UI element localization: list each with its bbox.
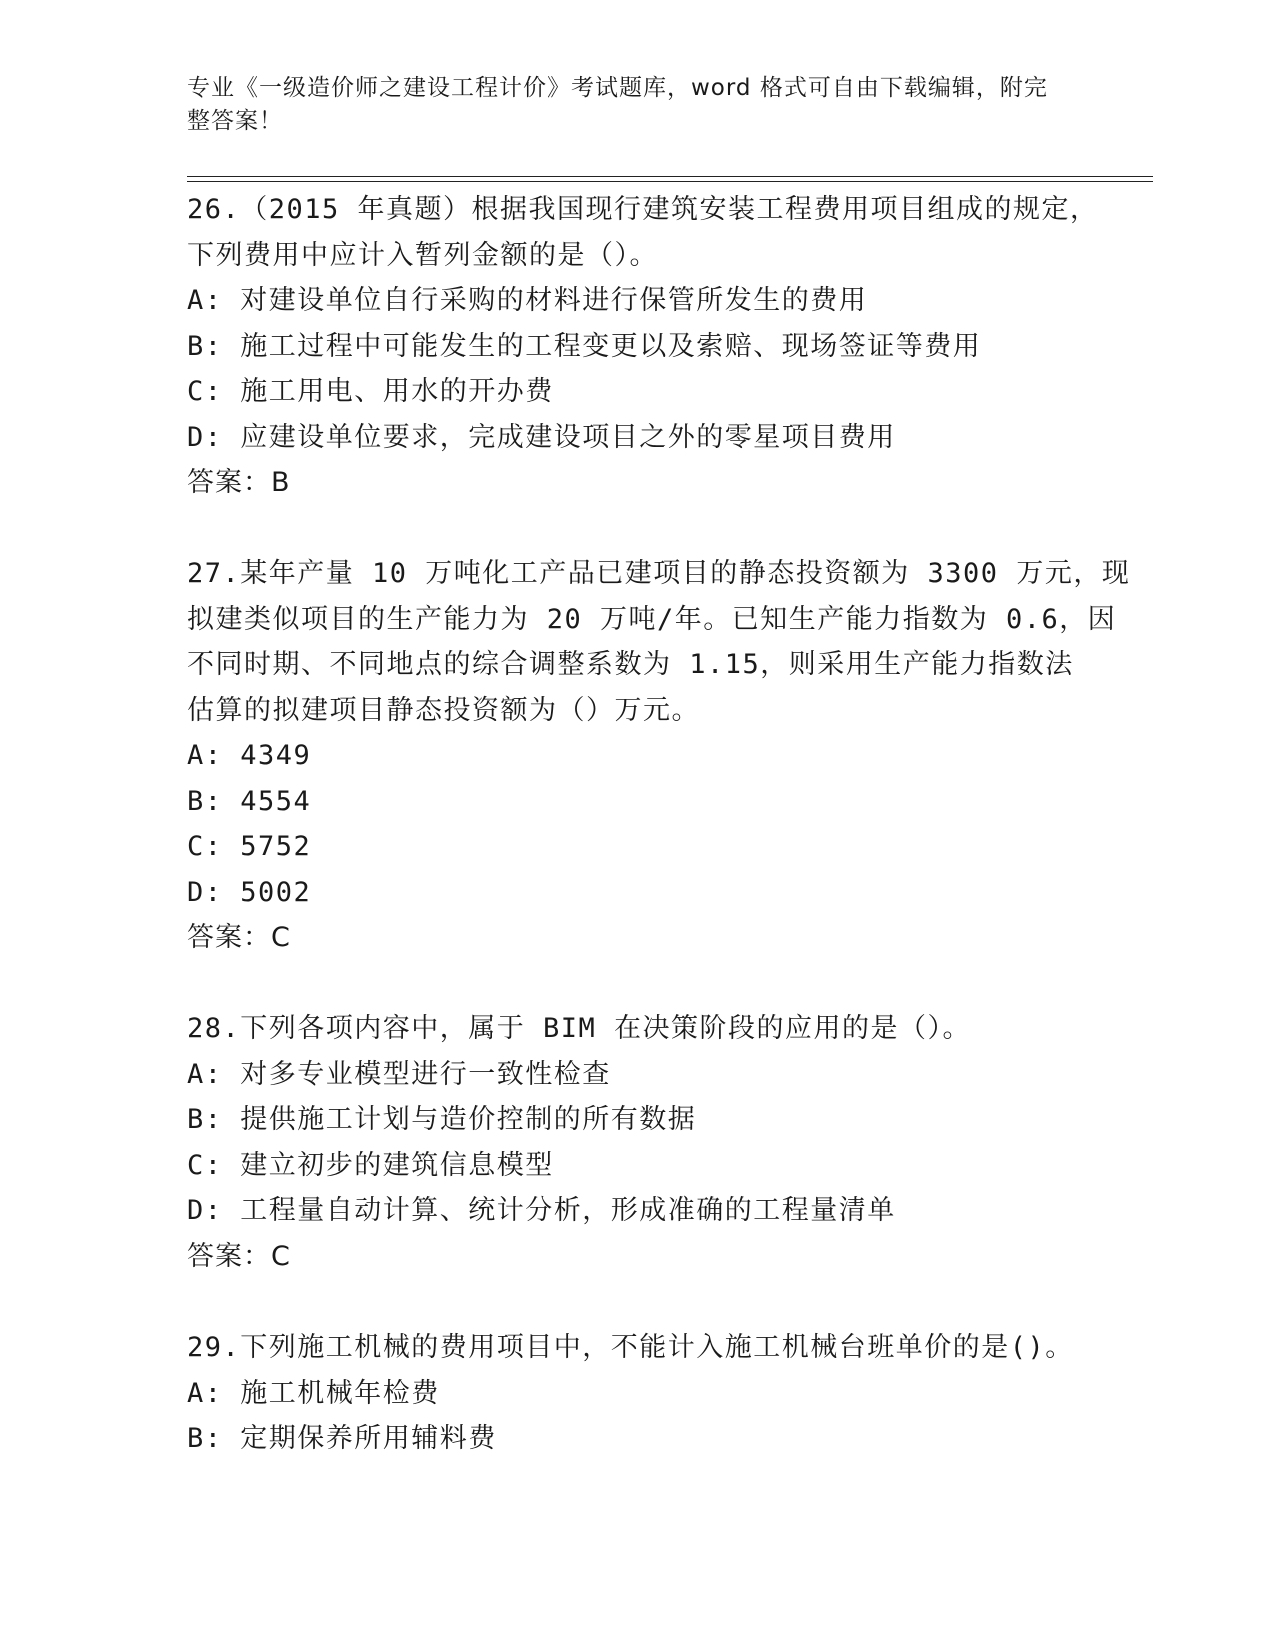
- answer: 答案：C: [187, 1240, 291, 1272]
- option-b: B: 定期保养所用辅料费: [187, 1423, 497, 1454]
- question-stem: [187, 551, 1131, 733]
- option-c: C: 建立初步的建筑信息模型: [187, 1149, 554, 1181]
- option-d: D: 5002: [187, 876, 312, 908]
- stem-line: 估算的拟建项目静态投资额为（）万元。: [187, 694, 700, 726]
- stem-line: 不同时期、不同地点的综合调整系数为 1.15，则采用生产能力指数法: [187, 649, 1074, 680]
- option-a: A: 对多专业模型进行一致性检查: [187, 1058, 611, 1090]
- option-a: A: 4349: [187, 740, 312, 771]
- question-stem: [187, 1006, 1087, 1052]
- option-b: B: 提供施工计划与造价控制的所有数据: [187, 1104, 697, 1135]
- question-27: [187, 551, 1131, 961]
- answer: 答案：B: [187, 467, 291, 498]
- stem-line: 29.下列施工机械的费用项目中，不能计入施工机械台班单价的是()。: [187, 1332, 1074, 1363]
- option-d: D: 工程量自动计算、统计分析，形成准确的工程量清单: [187, 1195, 896, 1226]
- header-divider-top: [187, 176, 1153, 177]
- question-stem: [187, 187, 1099, 278]
- header-divider-bottom: [187, 181, 1153, 182]
- option-a: A: 对建设单位自行采购的材料进行保管所发生的费用: [187, 285, 868, 316]
- option-c: C: 5752: [187, 831, 312, 862]
- option-d: D: 应建设单位要求，完成建设项目之外的零星项目费用: [187, 421, 896, 453]
- option-c: C: 施工用电、用水的开办费: [187, 376, 554, 407]
- stem-line: 27.某年产量 10 万吨化工产品已建项目的静态投资额为 3300 万元，现: [187, 558, 1131, 589]
- answer: 答案：C: [187, 922, 291, 953]
- stem-line: 26.（2015 年真题）根据我国现行建筑安装工程费用项目组成的规定，: [187, 194, 1099, 225]
- document-header: [187, 72, 1067, 138]
- option-b: B: 4554: [187, 785, 312, 817]
- question-29: [187, 1325, 1087, 1462]
- stem-line: 拟建类似项目的生产能力为 20 万吨/年。已知生产能力指数为 0.6，因: [187, 603, 1117, 635]
- question-26: [187, 187, 1099, 506]
- option-b: B: 施工过程中可能发生的工程变更以及索赔、现场签证等费用: [187, 330, 982, 362]
- stem-line: 28.下列各项内容中，属于 BIM 在决策阶段的应用的是（）。: [187, 1013, 972, 1044]
- header-line-2: 整答案！: [187, 108, 283, 134]
- header-line-1: 专业《一级造价师之建设工程计价》考试题库，word 格式可自由下载编辑，附完: [187, 75, 1048, 101]
- question-28: [187, 1006, 1087, 1279]
- stem-line: 下列费用中应计入暂列金额的是（）。: [187, 239, 658, 271]
- option-a: A: 施工机械年检费: [187, 1377, 440, 1409]
- question-stem: [187, 1325, 1087, 1371]
